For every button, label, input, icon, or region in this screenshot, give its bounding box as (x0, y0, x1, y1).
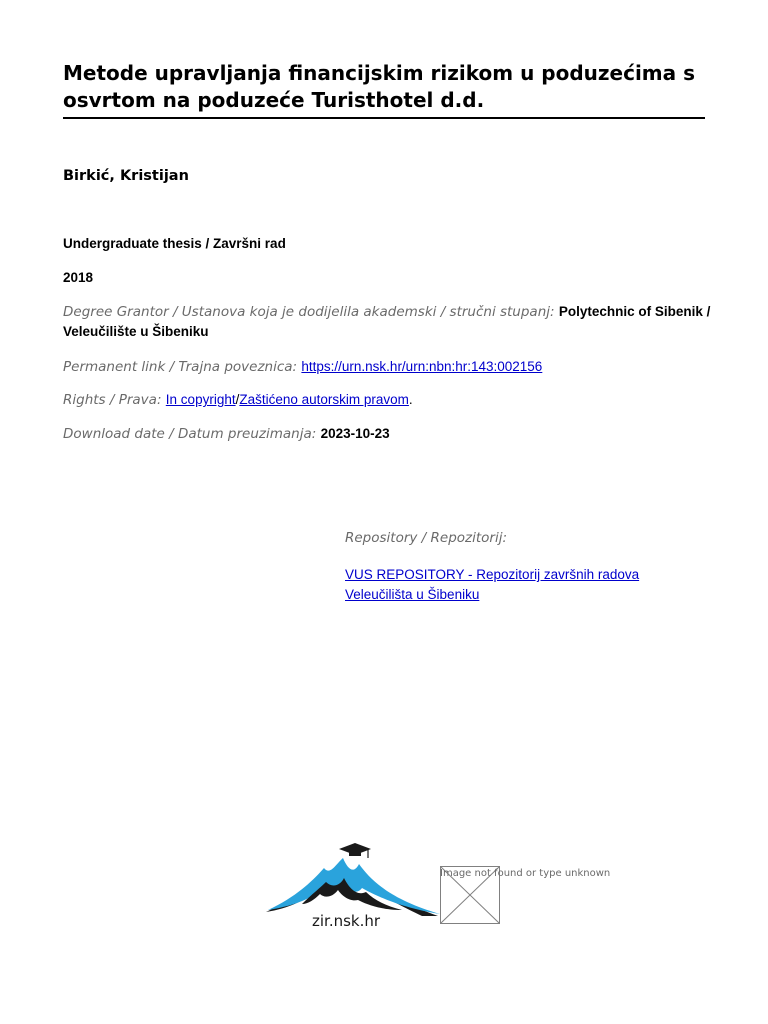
zir-nsk-logo-icon[interactable] (262, 838, 442, 934)
repository-link-block (345, 565, 675, 605)
download-date-row (63, 424, 390, 444)
publication-year: 2018 (63, 270, 94, 285)
permanent-link-label: Permanent link / Trajna poveznica: (63, 359, 298, 375)
rights-link-in-copyright[interactable]: In copyright (165, 392, 236, 407)
rights-row (63, 390, 413, 410)
degree-grantor-label: Degree Grantor / Ustanova koja je dodijelila akademski / stručni stupanj: (63, 304, 555, 320)
download-date-value: 2023-10-23 (320, 426, 390, 441)
permanent-link-row (63, 357, 542, 377)
repository-link-line2[interactable]: Veleučilišta u Šibeniku (345, 587, 480, 602)
author-name: Birkić, Kristijan (63, 168, 189, 184)
download-date-label: Download date / Datum preuzimanja: (63, 426, 317, 442)
repository-label: Repository / Repozitorij: (345, 530, 508, 546)
rights-separator: / (235, 392, 240, 407)
rights-link-zasticeno[interactable]: Zaštićeno autorskim pravom (239, 392, 409, 407)
broken-image-alt-text: Image not found or type unknown (440, 868, 611, 879)
repository-link-line1[interactable]: VUS REPOSITORY - Repozitorij završnih radova (345, 567, 640, 582)
rights-end: . (408, 392, 413, 407)
permanent-link[interactable]: https://urn.nsk.hr/urn:nbn:hr:143:002156 (301, 359, 543, 374)
degree-grantor (63, 302, 713, 342)
repository-label-row (345, 528, 507, 548)
rights-label: Rights / Prava: (63, 392, 162, 408)
document-title: Metode upravljanja financijskim rizikom u poduzećima s osvrtom na poduzeće Turisthotel d.d. (63, 61, 696, 112)
logo-text: zir.nsk.hr (312, 912, 381, 930)
thesis-type: Undergraduate thesis / Završni rad (63, 236, 286, 251)
title-divider (63, 117, 705, 119)
degree-grantor-value: Polytechnic of Sibenik / Veleučilište u Šibeniku (63, 304, 711, 339)
